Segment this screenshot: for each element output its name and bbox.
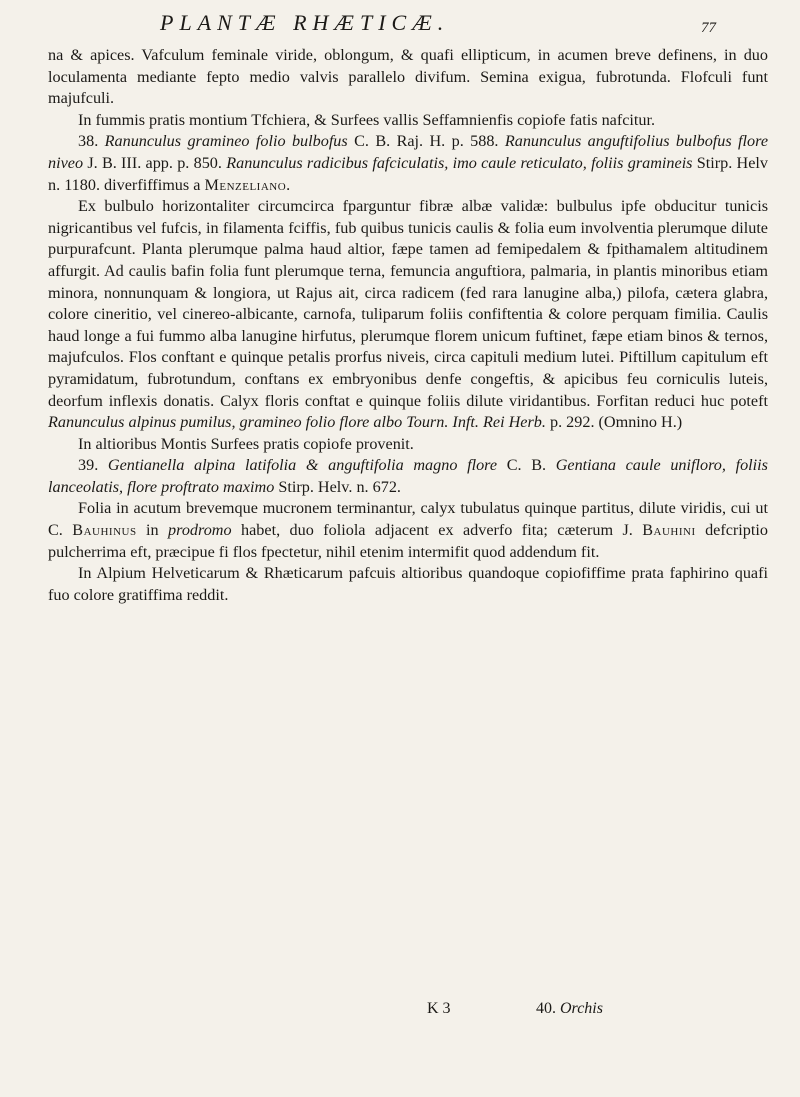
catchword-number: 40. <box>536 1000 556 1017</box>
entry-38-name-b: Ranunculus anguftifolius bulbofus flore niveo <box>48 132 769 172</box>
entry-38-synonym-ref: p. 292. (Omnino H.) <box>549 413 683 432</box>
entry-39-heading <box>48 455 768 498</box>
page-header <box>0 6 800 46</box>
entry-39-description <box>48 498 768 563</box>
entry-39-description-2: habet, duo foliola adjacent ex adverfo fita; cæterum J. <box>241 521 633 540</box>
entry-39-description-1: Folia in acutum brevemque mucronem terminantur, calyx tubulatus quinque partitus, dilute viridis, cui ut C. <box>48 499 768 540</box>
entry-38-heading <box>48 131 768 196</box>
entry-39-habitat: In Alpium Helveticarum & Rhæticarum pafcuis altioribus quandoque copiofiffime prata faphirino quafi fuo colore gratiffima reddit. <box>48 564 768 604</box>
entry-38-name-c: Ranunculus radicibus fafciculatis, imo caule reticulato, foliis gramineis <box>226 153 693 172</box>
entry-38-ref-c-author: Menzeliano. <box>204 175 291 194</box>
entry-39-prodromo: prodromo <box>168 521 232 540</box>
entry-39-name-a: Gentianella alpina latifolia & anguftifolia magno flore <box>107 456 498 475</box>
entry-39-bauhinus: Bauhinus <box>72 521 137 540</box>
entry-38-description-text: Ex bulbulo horizontaliter circumcirca fparguntur fibræ albæ validæ: bulbulus ipfe obducitur tunicis nigricantibus vel fufcis, in filamenta fciffis, fub quibus tunicis caulis & folia eum involventia plerumque dilute purpurafcunt. Planta plerumque palma haud altior, fæpe tamen ad femipedalem & fpithamalem altitudinem affurgit. Ad caulis bafin folia funt plerumque terna, femuncia anguftiora, palmaria, in plantis minoribus etiam minora, nonnunquam & longiora, ut Rajus ait, circa radicem (fed rara lanugine alba,) pilofa, cætera glabra, colore cineritio, vel cinereo-albicante, carnofa, tuliparum foliis confiftentia & colore perquam fimilia. Caulis haud longe a fui fummo alba lanugine hirfutus, plerumque florem unicum fuftinet, fæpe etiam binos & ternos, majufculos. Flos conftant e quinque petalis prorfus niveis, circa capituli medium lutei. Piftillum capitulum eft pyramidatum, fubrotundum, conftans ex embryonibus denfe congeftis, & apicibus feu corniculis luteis, deorfum inflexis donatis. Calyx floris conftat e quinque foliis dilute viridantibus. Forfitan reduci huc poteft <box>48 197 768 410</box>
signature-mark: K 3 <box>427 1000 451 1017</box>
catchword <box>536 1000 603 1018</box>
running-head: PLANTÆ RHÆTICÆ. <box>160 10 450 35</box>
entry-38-habitat: In altioribus Montis Surfees pratis copiofe provenit. <box>78 434 414 453</box>
entry-38-number: 38. <box>78 132 99 151</box>
entry-38-ref-a: C. B. Raj. H. p. 588. <box>354 132 499 151</box>
entry-39-name-b: Gentiana caule unifloro, foliis lanceolatis, flore proftrato maximo <box>48 456 768 496</box>
entry-38-synonym: Ranunculus alpinus pumilus, gramineo folio flore albo <box>48 413 403 432</box>
entry-38-ref-b: J. B. III. app. p. 850. <box>87 153 222 172</box>
entry-38-description <box>48 196 768 434</box>
entry-38-synonym-ref-italic: Tourn. Inft. Rei Herb. <box>406 413 546 432</box>
entry-39-in-word: in <box>146 521 159 540</box>
page-number: 77 <box>701 20 716 36</box>
opening-habitat: In fummis pratis montium Tfchiera, & Surfees vallis Seffamnienfis copiofe fatis nafcitur. <box>78 110 656 129</box>
opening-paragraph: na & apices. Vafculum feminale viride, oblongum, & quafi ellipticum, in acumen breve definens, in duo loculamenta mediante fepto medio valvis parallelo divifum. Semina exigua, fubrotunda. Flofculi funt majufculi. <box>48 46 768 108</box>
entry-38-name-a: Ranunculus gramineo folio bulbofus <box>104 132 348 151</box>
catchword-text: Orchis <box>560 1000 603 1017</box>
entry-39-description-3: defcriptio pulcherrima eft, præcipue fi flos fpectetur, nihil etenim intermifit quod addendum fit. <box>48 521 768 561</box>
entry-39-number: 39. <box>78 456 99 475</box>
page-footer <box>0 1000 800 1030</box>
entry-38-ref-c: Stirp. Helv n. 1180. diverfiffimus a <box>48 153 769 194</box>
entry-39-bauhini: Bauhini <box>642 521 696 540</box>
entry-39-ref-a: C. B. <box>506 456 547 475</box>
entry-39-ref-b: Stirp. Helv. n. 672. <box>278 477 401 496</box>
page-body <box>48 45 768 606</box>
